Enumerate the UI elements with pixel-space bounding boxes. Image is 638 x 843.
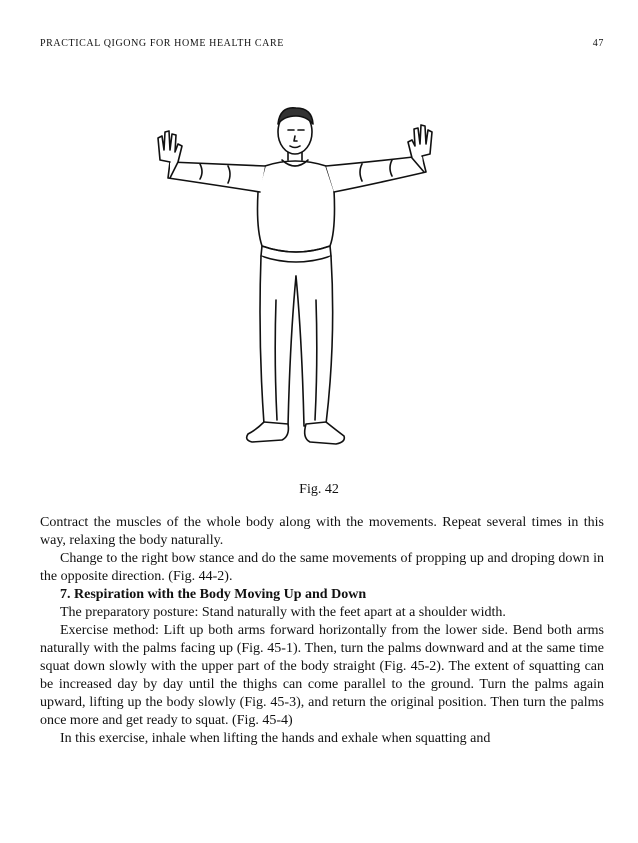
section-heading: 7. Respiration with the Body Moving Up and Down [60,587,367,602]
figure-left-leg [260,256,296,426]
paragraph: The preparatory posture: Stand naturally with the feet apart at a shoulder width. [60,605,506,620]
figure-right-arm [326,156,426,192]
figure-torso [258,161,335,252]
paragraph: In this exercise, inhale when lifting the hands and exhale when squatting and [60,731,491,746]
figure-caption: Fig. 42 [299,482,339,497]
figure-right-shoe [305,422,345,444]
figure-left-shoe [247,422,289,442]
paragraph: Exercise method: Lift up both arms forward horizontally from the lower side. Bend both arms naturally with the palms facing up (Fig. 45-1). Then, turn the palms downward and at the same time squat down slowly with the upper part of the body straight (Fig. 45-2). The extent of squatting can be increased day by day until the thighs can come parallel to the ground. Turn the palms again upward, lifting up the body slowly (Fig. 45-3), and return the original position. Then turn the palms once more and get ready to squat. (Fig. 45-4) [40,623,604,728]
figure-right-leg [296,256,333,426]
figure-illustration [130,100,470,470]
page-number: 47 [592,38,604,49]
standing-figure-drawing [130,100,470,470]
body-text [40,514,604,748]
paragraph: Change to the right bow stance and do the same movements of propping up and droping down in the opposite direction. (Fig. 44-2). [40,551,604,584]
paragraph: Contract the muscles of the whole body along with the movements. Repeat several times in this way, relaxing the body naturally. [40,515,604,548]
running-title: PRACTICAL QIGONG FOR HOME HEALTH CARE [40,38,284,49]
figure-left-arm [168,162,265,192]
